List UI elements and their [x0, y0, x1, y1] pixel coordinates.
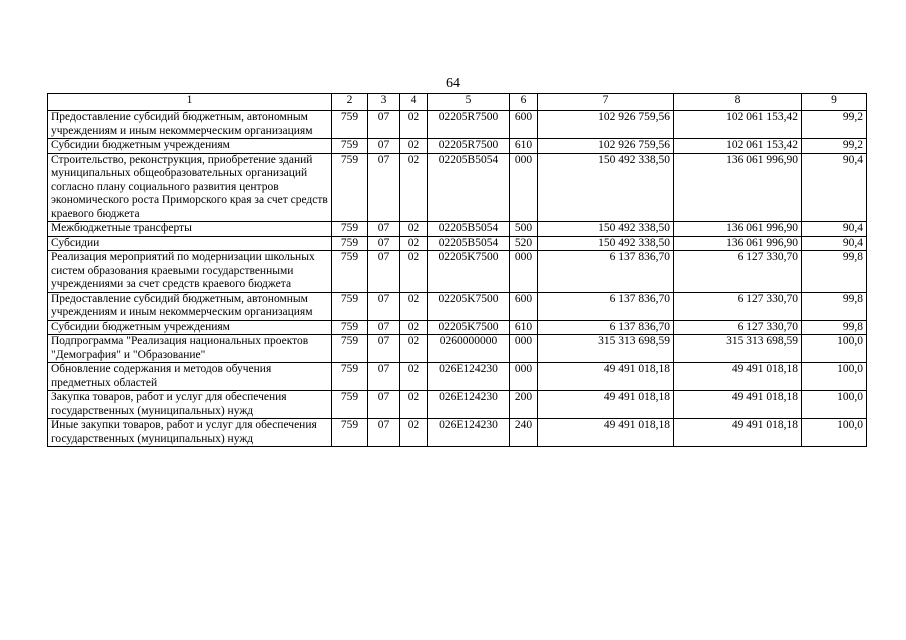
expense-type-cell: 520: [510, 236, 538, 251]
header-col-8: 8: [674, 94, 802, 111]
executed-amount-cell: 6 127 330,70: [674, 251, 802, 293]
planned-amount-cell: 6 137 836,70: [538, 320, 674, 335]
target-article-cell: 02205B5054: [428, 153, 510, 222]
header-col-9: 9: [802, 94, 867, 111]
executed-amount-cell: 49 491 018,18: [674, 363, 802, 391]
row-name-cell: Предоставление субсидий бюджетным, автономным учреждениям и иным некоммерческим организациям: [48, 292, 332, 320]
admin-code-cell: 759: [332, 111, 368, 139]
execution-percent-cell: 100,0: [802, 391, 867, 419]
table-row: [48, 222, 867, 237]
row-name-cell: Иные закупки товаров, работ и услуг для обеспечения государственных (муниципальных) нужд: [48, 419, 332, 447]
execution-percent-cell: 100,0: [802, 335, 867, 363]
subsection-code-cell: 02: [400, 292, 428, 320]
subsection-code-cell: 02: [400, 391, 428, 419]
budget-table: [47, 93, 867, 447]
header-col-4: 4: [400, 94, 428, 111]
admin-code-cell: 759: [332, 363, 368, 391]
admin-code-cell: 759: [332, 139, 368, 154]
admin-code-cell: 759: [332, 335, 368, 363]
admin-code-cell: 759: [332, 153, 368, 222]
execution-percent-cell: 90,4: [802, 236, 867, 251]
expense-type-cell: 200: [510, 391, 538, 419]
row-name-cell: Межбюджетные трансферты: [48, 222, 332, 237]
admin-code-cell: 759: [332, 292, 368, 320]
row-name-cell: Субсидии бюджетным учреждениям: [48, 139, 332, 154]
expense-type-cell: 500: [510, 222, 538, 237]
executed-amount-cell: 136 061 996,90: [674, 236, 802, 251]
expense-type-cell: 000: [510, 251, 538, 293]
planned-amount-cell: 150 492 338,50: [538, 222, 674, 237]
expense-type-cell: 610: [510, 139, 538, 154]
admin-code-cell: 759: [332, 236, 368, 251]
target-article-cell: 02205R7500: [428, 111, 510, 139]
target-article-cell: 026E124230: [428, 391, 510, 419]
execution-percent-cell: 90,4: [802, 222, 867, 237]
planned-amount-cell: 102 926 759,56: [538, 111, 674, 139]
header-col-3: 3: [368, 94, 400, 111]
row-name-cell: Строительство, реконструкция, приобретение зданий муниципальных общеобразовательных организаций согласно плану социального развития центров экономического роста Приморского края за счет средств краевого бюджета: [48, 153, 332, 222]
page-number: 64: [446, 76, 460, 91]
table-body: [48, 111, 867, 447]
table-row: [48, 419, 867, 447]
target-article-cell: 02205K7500: [428, 251, 510, 293]
subsection-code-cell: 02: [400, 236, 428, 251]
row-name-cell: Реализация мероприятий по модернизации школьных систем образования краевыми государственными учреждениями за счет средств краевого бюджета: [48, 251, 332, 293]
planned-amount-cell: 49 491 018,18: [538, 419, 674, 447]
execution-percent-cell: 99,8: [802, 320, 867, 335]
subsection-code-cell: 02: [400, 335, 428, 363]
section-code-cell: 07: [368, 292, 400, 320]
table-row: [48, 292, 867, 320]
row-name-cell: Обновление содержания и методов обучения предметных областей: [48, 363, 332, 391]
table-row: [48, 391, 867, 419]
admin-code-cell: 759: [332, 419, 368, 447]
expense-type-cell: 000: [510, 335, 538, 363]
expense-type-cell: 610: [510, 320, 538, 335]
section-code-cell: 07: [368, 236, 400, 251]
executed-amount-cell: 136 061 996,90: [674, 153, 802, 222]
admin-code-cell: 759: [332, 320, 368, 335]
section-code-cell: 07: [368, 251, 400, 293]
row-name-cell: Подпрограмма "Реализация национальных проектов "Демография" и "Образование": [48, 335, 332, 363]
planned-amount-cell: 150 492 338,50: [538, 153, 674, 222]
execution-percent-cell: 90,4: [802, 153, 867, 222]
expense-type-cell: 600: [510, 111, 538, 139]
execution-percent-cell: 100,0: [802, 419, 867, 447]
executed-amount-cell: 102 061 153,42: [674, 139, 802, 154]
execution-percent-cell: 99,8: [802, 251, 867, 293]
expense-type-cell: 000: [510, 363, 538, 391]
section-code-cell: 07: [368, 391, 400, 419]
header-col-5: 5: [428, 94, 510, 111]
table-row: [48, 335, 867, 363]
section-code-cell: 07: [368, 320, 400, 335]
target-article-cell: 026E124230: [428, 363, 510, 391]
execution-percent-cell: 99,2: [802, 111, 867, 139]
target-article-cell: 02205K7500: [428, 292, 510, 320]
subsection-code-cell: 02: [400, 111, 428, 139]
section-code-cell: 07: [368, 335, 400, 363]
planned-amount-cell: 6 137 836,70: [538, 292, 674, 320]
section-code-cell: 07: [368, 153, 400, 222]
table-row: [48, 139, 867, 154]
execution-percent-cell: 99,8: [802, 292, 867, 320]
table-row: [48, 236, 867, 251]
admin-code-cell: 759: [332, 251, 368, 293]
admin-code-cell: 759: [332, 222, 368, 237]
row-name-cell: Закупка товаров, работ и услуг для обеспечения государственных (муниципальных) нужд: [48, 391, 332, 419]
subsection-code-cell: 02: [400, 419, 428, 447]
section-code-cell: 07: [368, 111, 400, 139]
header-col-6: 6: [510, 94, 538, 111]
executed-amount-cell: 49 491 018,18: [674, 419, 802, 447]
target-article-cell: 02205K7500: [428, 320, 510, 335]
expense-type-cell: 600: [510, 292, 538, 320]
row-name-cell: Субсидии бюджетным учреждениям: [48, 320, 332, 335]
executed-amount-cell: 6 127 330,70: [674, 320, 802, 335]
table-row: [48, 320, 867, 335]
target-article-cell: 02205B5054: [428, 222, 510, 237]
table-row: [48, 153, 867, 222]
target-article-cell: 02205B5054: [428, 236, 510, 251]
expense-type-cell: 000: [510, 153, 538, 222]
planned-amount-cell: 49 491 018,18: [538, 391, 674, 419]
section-code-cell: 07: [368, 222, 400, 237]
execution-percent-cell: 99,2: [802, 139, 867, 154]
planned-amount-cell: 150 492 338,50: [538, 236, 674, 251]
subsection-code-cell: 02: [400, 153, 428, 222]
subsection-code-cell: 02: [400, 251, 428, 293]
planned-amount-cell: 102 926 759,56: [538, 139, 674, 154]
executed-amount-cell: 136 061 996,90: [674, 222, 802, 237]
executed-amount-cell: 49 491 018,18: [674, 391, 802, 419]
section-code-cell: 07: [368, 363, 400, 391]
planned-amount-cell: 315 313 698,59: [538, 335, 674, 363]
table-row: [48, 111, 867, 139]
execution-percent-cell: 100,0: [802, 363, 867, 391]
admin-code-cell: 759: [332, 391, 368, 419]
header-col-7: 7: [538, 94, 674, 111]
row-name-cell: Предоставление субсидий бюджетным, автономным учреждениям и иным некоммерческим организациям: [48, 111, 332, 139]
target-article-cell: 02205R7500: [428, 139, 510, 154]
executed-amount-cell: 315 313 698,59: [674, 335, 802, 363]
subsection-code-cell: 02: [400, 363, 428, 391]
header-col-2: 2: [332, 94, 368, 111]
expense-type-cell: 240: [510, 419, 538, 447]
subsection-code-cell: 02: [400, 222, 428, 237]
section-code-cell: 07: [368, 419, 400, 447]
executed-amount-cell: 6 127 330,70: [674, 292, 802, 320]
section-code-cell: 07: [368, 139, 400, 154]
subsection-code-cell: 02: [400, 139, 428, 154]
target-article-cell: 026E124230: [428, 419, 510, 447]
planned-amount-cell: 49 491 018,18: [538, 363, 674, 391]
row-name-cell: Субсидии: [48, 236, 332, 251]
executed-amount-cell: 102 061 153,42: [674, 111, 802, 139]
table-row: [48, 363, 867, 391]
target-article-cell: 0260000000: [428, 335, 510, 363]
table-row: [48, 251, 867, 293]
subsection-code-cell: 02: [400, 320, 428, 335]
planned-amount-cell: 6 137 836,70: [538, 251, 674, 293]
header-row: [48, 94, 867, 111]
header-col-1: 1: [48, 94, 332, 111]
